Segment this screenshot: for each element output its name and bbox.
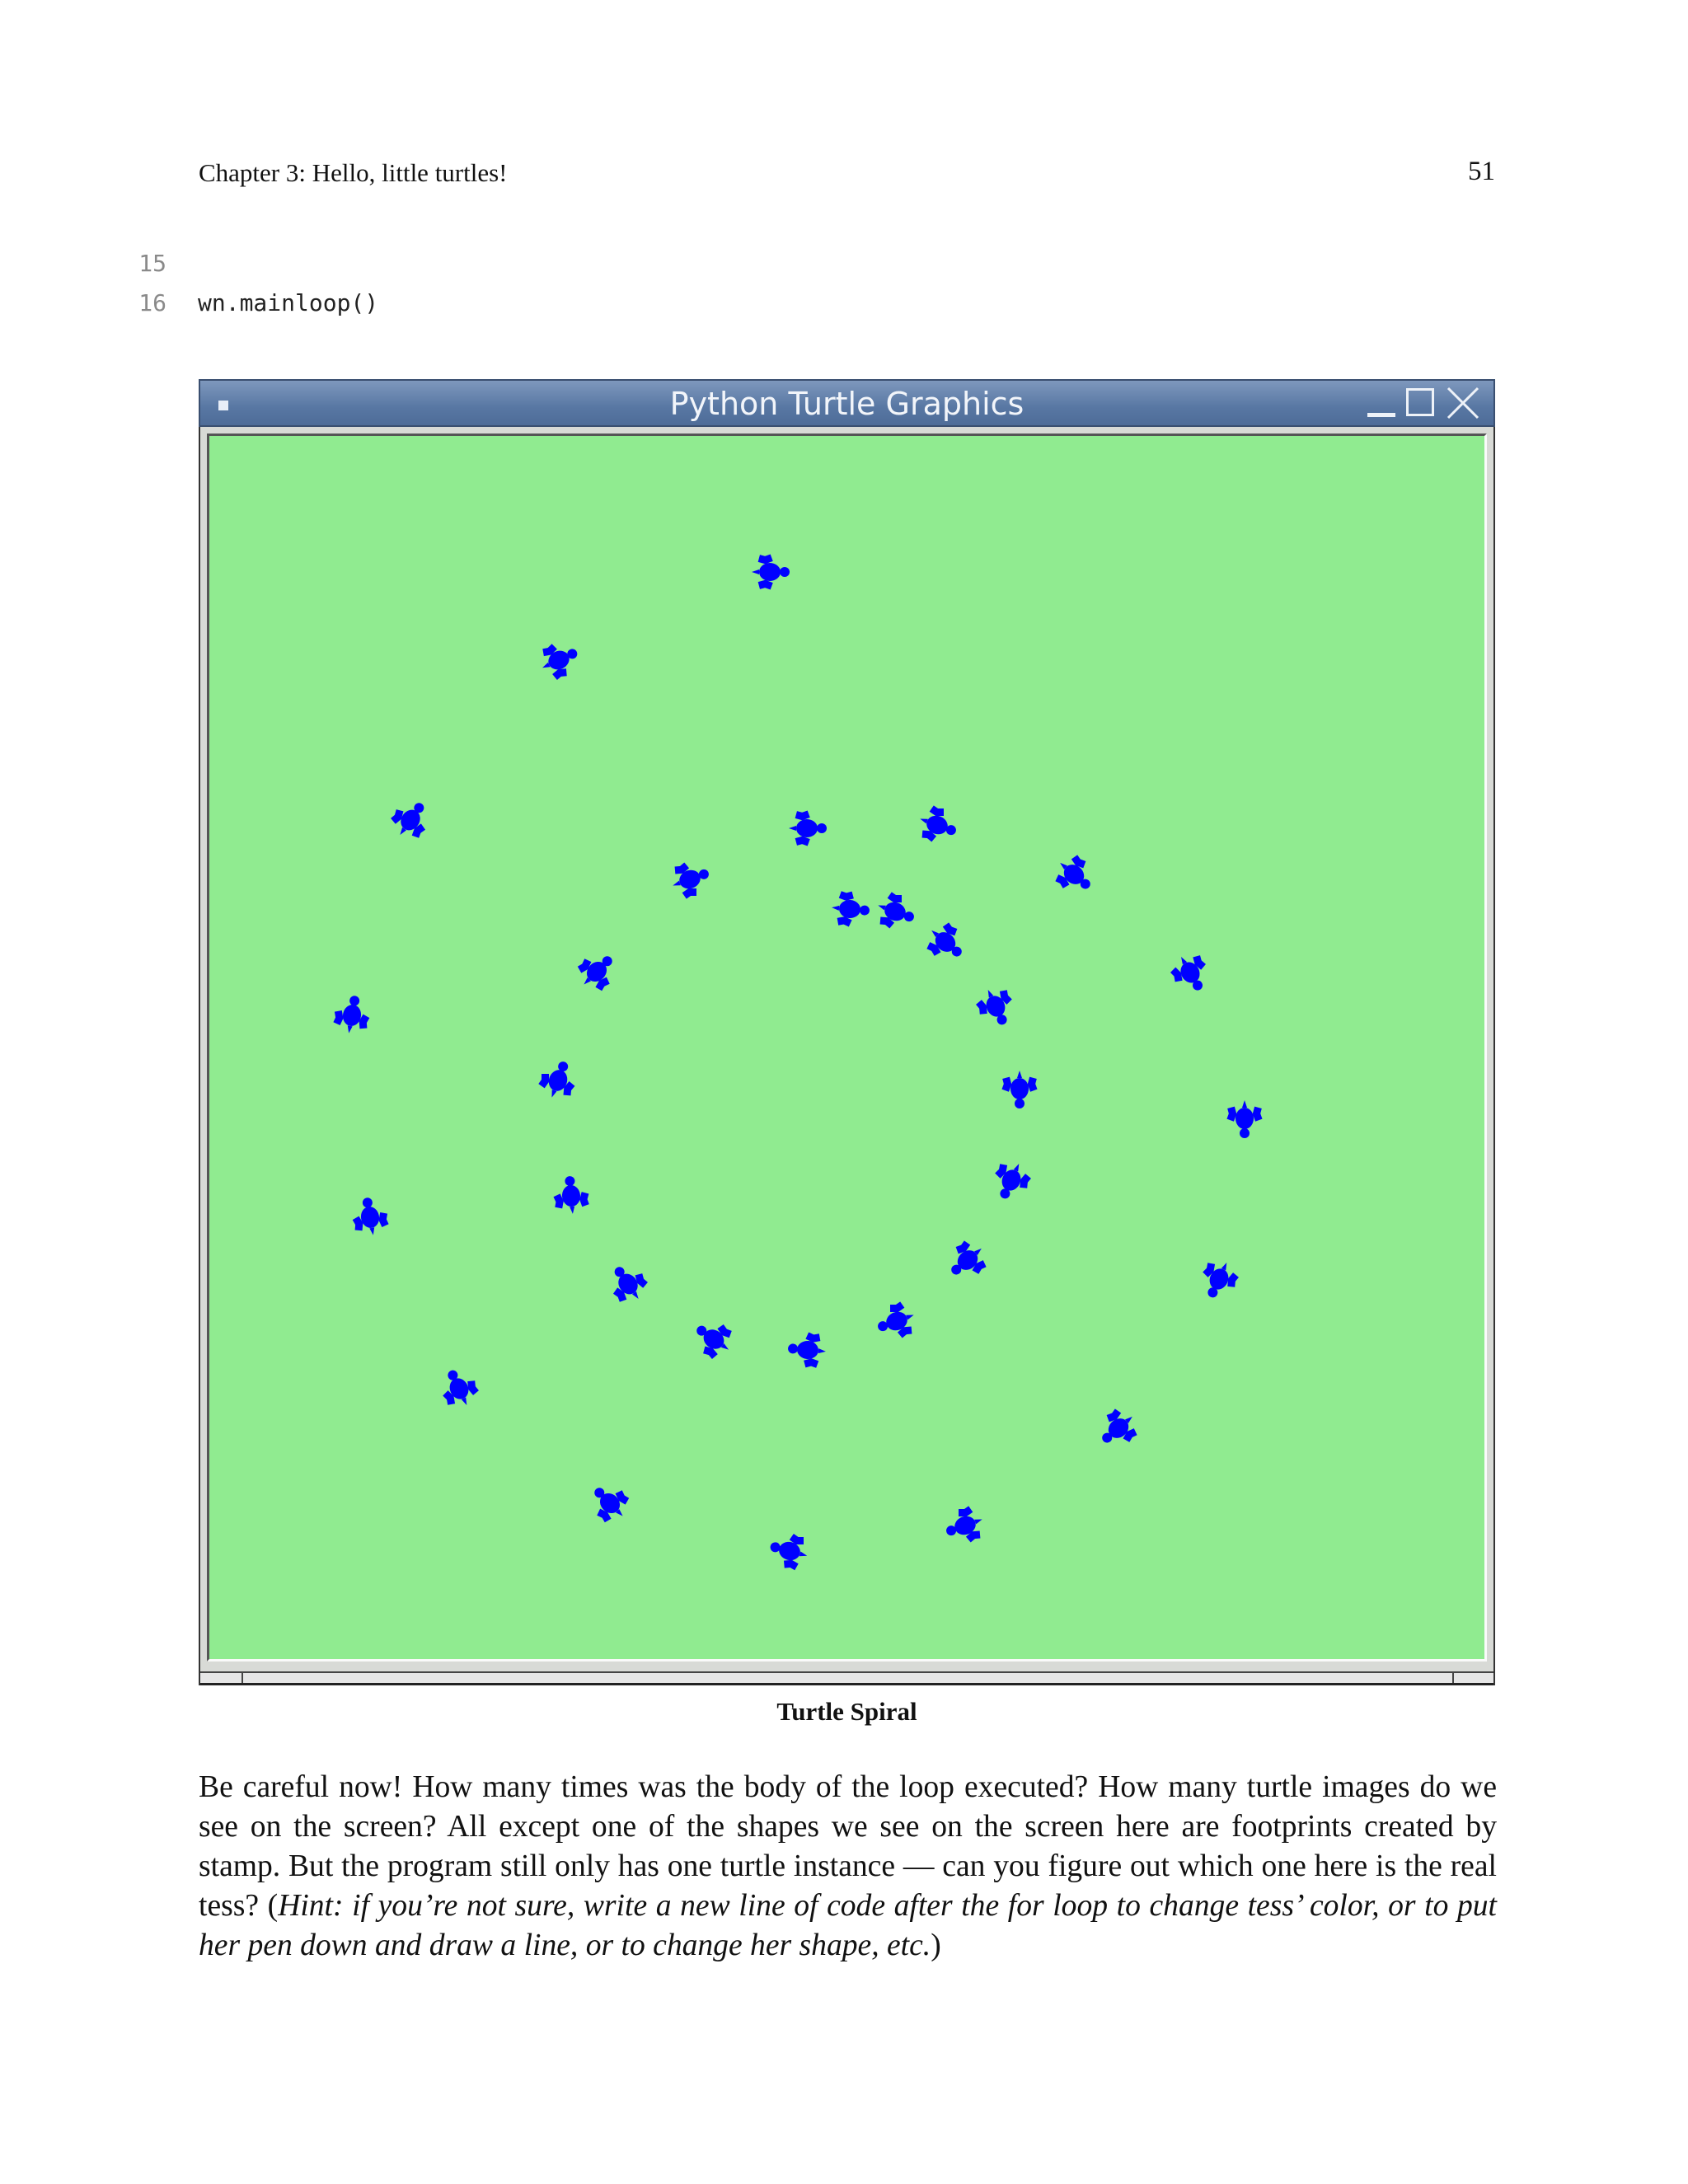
maximize-icon[interactable] — [1404, 386, 1438, 420]
minimize-icon[interactable] — [1364, 386, 1399, 420]
window-titlebar[interactable] — [199, 379, 1495, 427]
close-icon[interactable] — [1446, 386, 1480, 420]
turtle-stamp — [1092, 1403, 1144, 1455]
turtle-stamp — [1194, 1255, 1242, 1305]
turtle-stamp — [830, 890, 871, 929]
running-head — [199, 158, 1495, 191]
turtle-stamp — [972, 982, 1020, 1032]
turtle-stamps — [331, 554, 1263, 1572]
turtle-stamp — [535, 635, 584, 683]
line-number: 16 — [138, 289, 166, 316]
horizontal-scrollbar[interactable] — [200, 1671, 1493, 1685]
turtle-stamp — [941, 1235, 993, 1286]
turtle-stamp — [535, 1056, 581, 1104]
turtle-stamp — [872, 888, 920, 935]
hint-text: Hint: if you’re not sure, write a new line of code after the for loop to change tess’ color, or to put her pen down and draw a line, or to change her shape, etc. — [199, 1888, 1497, 1962]
page-number: 51 — [1468, 157, 1495, 186]
turtle-stamp — [687, 1314, 738, 1365]
scrollbar-left-marker — [241, 1673, 243, 1683]
turtle-stamp — [603, 1258, 654, 1309]
paragraph-close: ) — [931, 1928, 941, 1962]
figure-caption: Turtle Spiral — [776, 1697, 917, 1726]
turtle-graphics-window — [199, 379, 1495, 1685]
turtle-stamp — [987, 1156, 1034, 1206]
window-frame — [199, 427, 1495, 1685]
turtle-stamp — [786, 1330, 828, 1369]
scrollbar-right-marker — [1452, 1673, 1454, 1683]
turtle-stamp — [386, 794, 437, 845]
line-number: 15 — [138, 250, 166, 277]
turtle-stamp — [1226, 1100, 1262, 1138]
turtle-canvas — [207, 434, 1487, 1661]
turtle-drawing — [209, 436, 1484, 1659]
turtle-stamp — [349, 1195, 391, 1239]
window-title: Python Turtle Graphics — [669, 386, 1025, 422]
turtle-stamp — [571, 945, 623, 997]
turtle-stamp — [752, 554, 790, 589]
turtle-stamp — [1165, 948, 1215, 998]
turtle-stamp — [872, 1298, 920, 1344]
turtle-stamp — [667, 856, 715, 902]
turtle-stamp — [1001, 1071, 1037, 1108]
turtle-stamp — [789, 810, 827, 846]
turtle-stamp — [914, 802, 962, 848]
turtle-stamp — [920, 916, 972, 968]
paragraph-text: Be careful now! How many times was the body of the loop executed? How many turtle images do we see on the screen? All except one of the shapes we see on the screen here are footprints created by stamp. But the program still only has one turtle instance — can you figure out which one here is the real tess? ( — [199, 1769, 1497, 1923]
chapter-title: Chapter 3: Hello, little turtles! — [199, 158, 508, 187]
body-paragraph — [199, 1768, 1497, 1966]
turtle-stamp — [940, 1502, 988, 1549]
turtle-stamp — [584, 1477, 635, 1529]
turtle-stamp — [766, 1529, 812, 1572]
code-text: wn.mainloop() — [198, 289, 379, 316]
turtle-stamp — [1048, 849, 1100, 901]
turtle-stamp — [434, 1363, 482, 1413]
turtle-stamp — [331, 993, 373, 1037]
turtle-stamp — [551, 1174, 590, 1216]
